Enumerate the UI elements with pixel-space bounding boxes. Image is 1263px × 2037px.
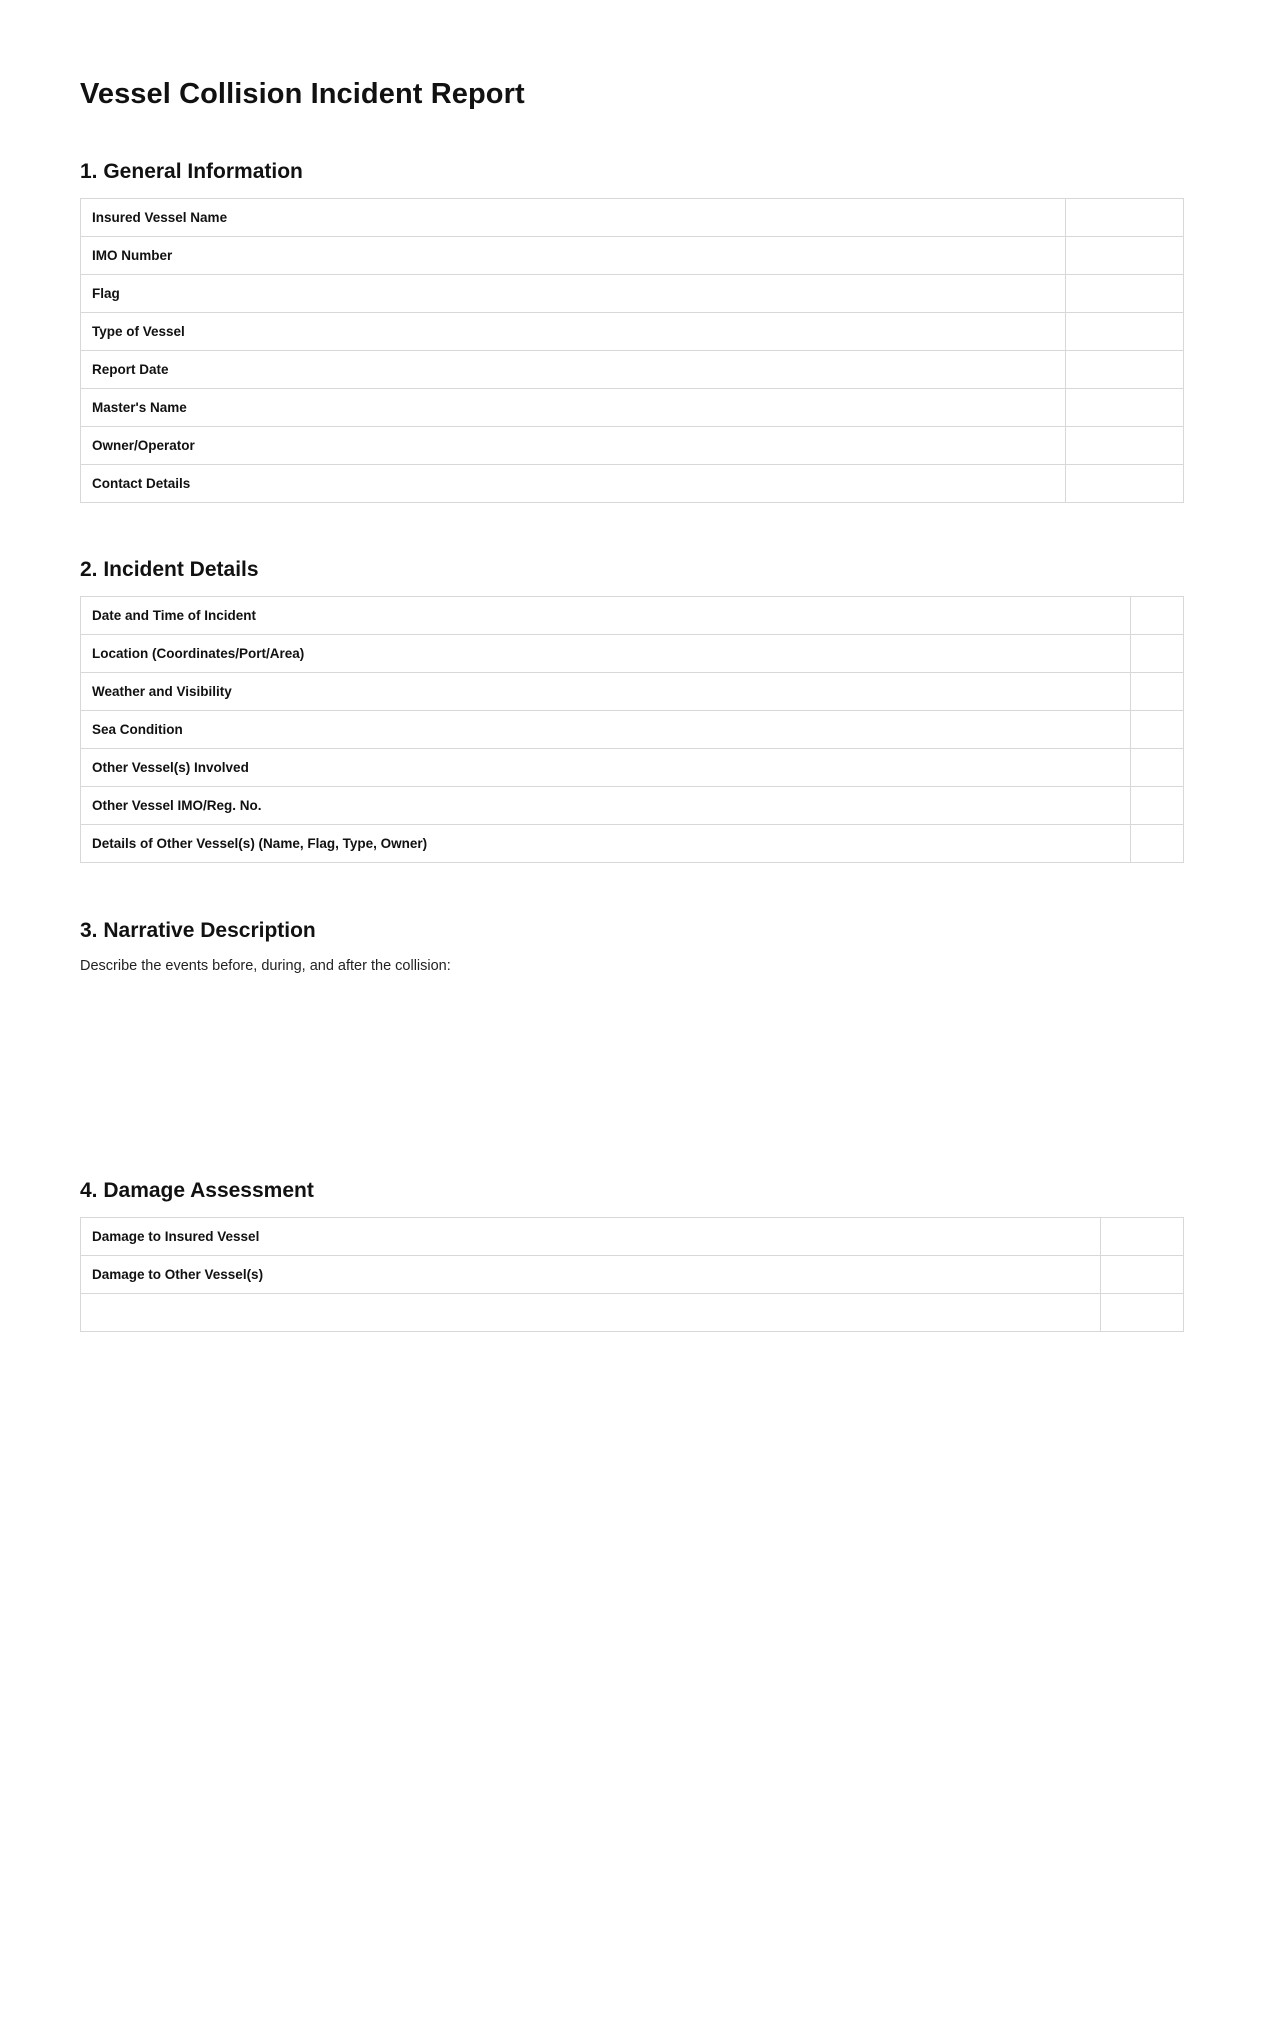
section-heading-general-information: 1. General Information bbox=[80, 160, 303, 183]
field-label-contact-details: Contact Details bbox=[81, 465, 1066, 503]
table-row bbox=[81, 351, 1184, 389]
field-label-damage-to-other-vessels: Damage to Other Vessel(s) bbox=[81, 1256, 1101, 1294]
table-row bbox=[81, 1294, 1184, 1332]
field-value-imo-number[interactable] bbox=[1066, 237, 1184, 275]
field-value-masters-name[interactable] bbox=[1066, 389, 1184, 427]
field-label-masters-name: Master's Name bbox=[81, 389, 1066, 427]
field-value-contact-details[interactable] bbox=[1066, 465, 1184, 503]
section-heading-damage-assessment: 4. Damage Assessment bbox=[80, 1179, 314, 1202]
field-label-report-date: Report Date bbox=[81, 351, 1066, 389]
field-value-owner-operator[interactable] bbox=[1066, 427, 1184, 465]
table-row bbox=[81, 465, 1184, 503]
table-row bbox=[81, 427, 1184, 465]
field-label-details-of-other-vessels: Details of Other Vessel(s) (Name, Flag, Type, Owner) bbox=[81, 825, 1131, 863]
field-value-date-and-time-of-incident[interactable] bbox=[1131, 597, 1184, 635]
field-value-details-of-other-vessels[interactable] bbox=[1131, 825, 1184, 863]
field-label-damage-to-insured-vessel: Damage to Insured Vessel bbox=[81, 1218, 1101, 1256]
table-row bbox=[81, 1256, 1184, 1294]
field-label-location: Location (Coordinates/Port/Area) bbox=[81, 635, 1131, 673]
section-heading-narrative-description: 3. Narrative Description bbox=[80, 919, 316, 942]
table-row bbox=[81, 389, 1184, 427]
damage-assessment-clipped-region bbox=[80, 1217, 1183, 1285]
field-value-other-vessels-involved[interactable] bbox=[1131, 749, 1184, 787]
table-row bbox=[81, 711, 1184, 749]
field-label-truncated bbox=[81, 1294, 1101, 1332]
field-label-weather-and-visibility: Weather and Visibility bbox=[81, 673, 1131, 711]
field-value-other-vessel-imo-reg-no[interactable] bbox=[1131, 787, 1184, 825]
field-value-location[interactable] bbox=[1131, 635, 1184, 673]
incident-details-table bbox=[80, 596, 1184, 863]
table-row bbox=[81, 635, 1184, 673]
field-label-date-and-time-of-incident: Date and Time of Incident bbox=[81, 597, 1131, 635]
table-row bbox=[81, 673, 1184, 711]
field-label-flag: Flag bbox=[81, 275, 1066, 313]
table-row bbox=[81, 237, 1184, 275]
field-value-flag[interactable] bbox=[1066, 275, 1184, 313]
table-row bbox=[81, 1218, 1184, 1256]
field-value-damage-to-other-vessels[interactable] bbox=[1101, 1256, 1184, 1294]
table-row bbox=[81, 275, 1184, 313]
field-value-sea-condition[interactable] bbox=[1131, 711, 1184, 749]
field-value-truncated[interactable] bbox=[1101, 1294, 1184, 1332]
narrative-answer-area[interactable] bbox=[80, 974, 1183, 1122]
field-value-type-of-vessel[interactable] bbox=[1066, 313, 1184, 351]
table-row bbox=[81, 597, 1184, 635]
field-value-damage-to-insured-vessel[interactable] bbox=[1101, 1218, 1184, 1256]
page-title: Vessel Collision Incident Report bbox=[80, 78, 525, 110]
section-heading-incident-details: 2. Incident Details bbox=[80, 558, 259, 581]
table-row bbox=[81, 825, 1184, 863]
table-row bbox=[81, 313, 1184, 351]
general-information-table bbox=[80, 198, 1184, 503]
damage-assessment-table bbox=[80, 1217, 1184, 1332]
field-label-other-vessel-imo-reg-no: Other Vessel IMO/Reg. No. bbox=[81, 787, 1131, 825]
field-value-weather-and-visibility[interactable] bbox=[1131, 673, 1184, 711]
field-label-other-vessels-involved: Other Vessel(s) Involved bbox=[81, 749, 1131, 787]
field-label-imo-number: IMO Number bbox=[81, 237, 1066, 275]
table-row bbox=[81, 199, 1184, 237]
table-row bbox=[81, 749, 1184, 787]
field-label-insured-vessel-name: Insured Vessel Name bbox=[81, 199, 1066, 237]
table-row bbox=[81, 787, 1184, 825]
field-value-report-date[interactable] bbox=[1066, 351, 1184, 389]
narrative-prompt: Describe the events before, during, and after the collision: bbox=[80, 958, 451, 974]
field-label-owner-operator: Owner/Operator bbox=[81, 427, 1066, 465]
field-label-type-of-vessel: Type of Vessel bbox=[81, 313, 1066, 351]
field-value-insured-vessel-name[interactable] bbox=[1066, 199, 1184, 237]
field-label-sea-condition: Sea Condition bbox=[81, 711, 1131, 749]
